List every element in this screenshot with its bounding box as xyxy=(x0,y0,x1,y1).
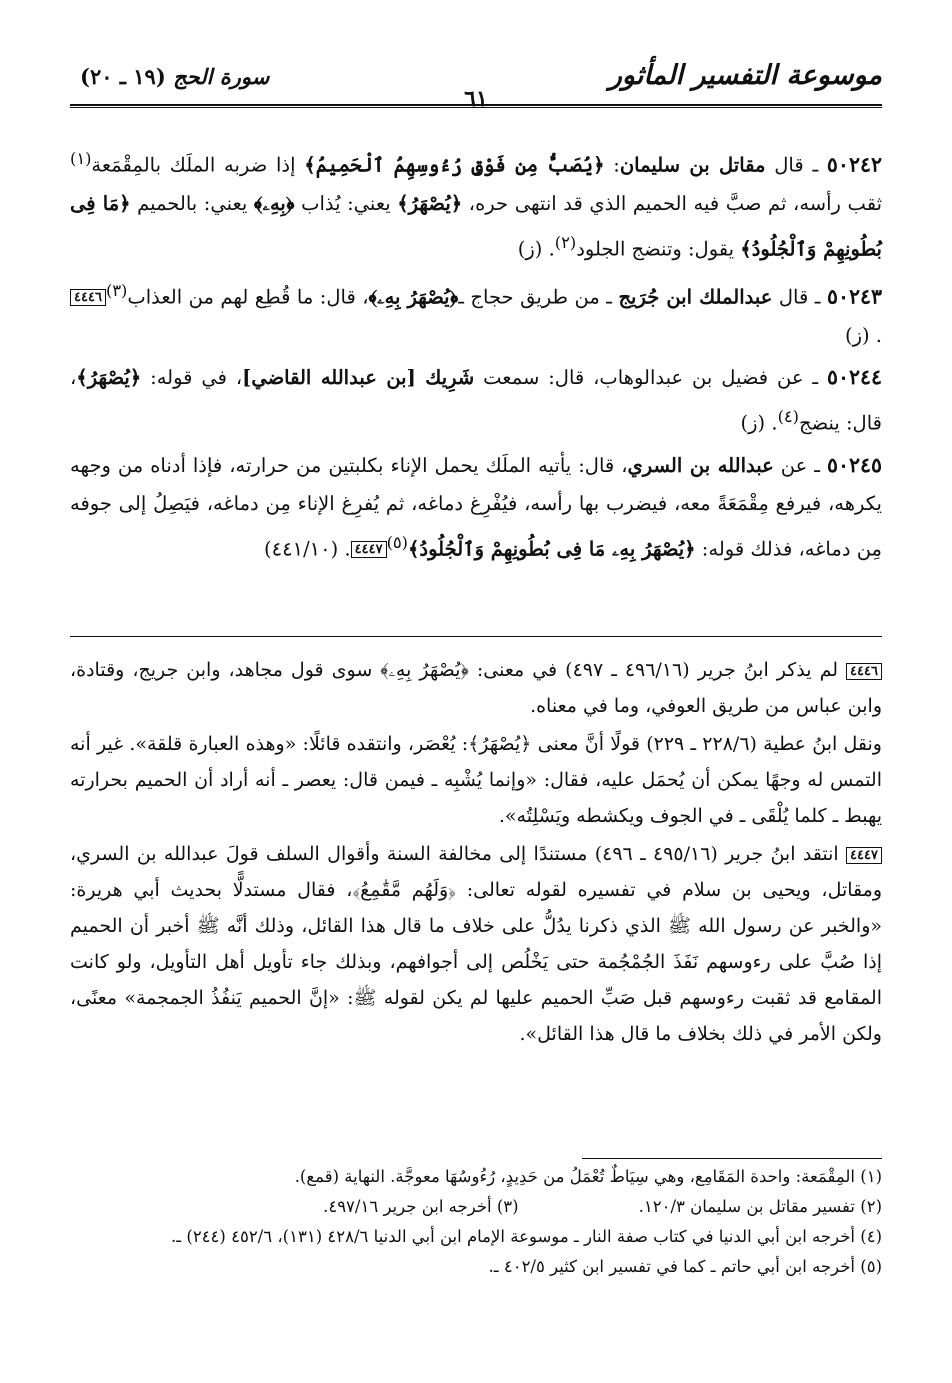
entry-text: ـ عن فضيل بن عبدالوهاب، قال: سمعت xyxy=(474,366,827,389)
note-ref-box[interactable]: ٤٤٤٦ xyxy=(70,289,106,306)
footnote-3: (٣) أخرجه ابن جرير ٤٩٧/١٦. xyxy=(323,1197,519,1216)
quran-quote: ﴿يُصْهَرُ﴾ xyxy=(76,366,142,389)
surah-label xyxy=(80,64,269,89)
page-number: ٦١ xyxy=(464,86,488,112)
narrator-name: مقاتل بن سليمان xyxy=(619,153,766,177)
header-rule xyxy=(70,104,882,106)
note-number-box: ٤٤٤٧ xyxy=(846,847,882,864)
entry-text: ـ قال xyxy=(765,153,827,177)
entry-text: ثقب رأسه، ثم صبَّ فيه الحميم الذي قد انتهى حره، xyxy=(462,192,882,215)
footnote-ref[interactable]: (٥) xyxy=(386,532,408,552)
note-text: انتقد ابنُ جرير (٤٩٥/١٦ ـ ٤٩٦) مستندًا إلى مخالفة السنة وأقوال السلف قولَ عبدالله بن السري، ومقاتل، ويحيى بن سلام في تفسيره لقوله تعالى: ﴿وَلَهُم مَّقَٰمِعُ﴾، فقال مستدلًّا بحديث أبي هريرة: «والخبر عن رسول الله ﷺ الذي ذكرنا يدُلُّ على خلاف ما قال هذا القائل، وذلك أنَّه ﷺ أخبر أن الحميم إذا صُبَّ على رءوسهم نَفَذَ الجُمْجُمة حتى يَخْلُص إلى أجوافهم، وبذلك جاء تأويل أهل التأويل، ولو كانت المقامع قد ثقبت رءوسهم قبل صَبِّ الحميم عليها لم يكن لقوله ﷺ: «إنَّ الحميم يَنفُذُ الجمجمة» معنًى، ولكن الأمر في ذلك بخلاف ما قال هذا القائل». xyxy=(70,843,882,1045)
footnotes xyxy=(70,1162,882,1282)
quran-quote: ﴿يُصَبُّ مِن فَوْقِ رُءُوسِهِمُ ٱلْحَمِيمُ﴾ xyxy=(304,153,605,177)
notes-separator xyxy=(70,636,882,637)
entry-text: . (ز) xyxy=(740,411,778,434)
entry-text: ، قال: ينضج xyxy=(70,366,882,434)
entry-text: . (٤٤١/١٠) xyxy=(264,537,351,560)
narrator-name: شَرِيك [بن عبدالله القاضي] xyxy=(242,366,475,389)
editor-notes xyxy=(70,652,882,1054)
entry-text: ، قال: يأتيه الملَك يحمل الإناء بكلبتين من حرارته، فإذا أدناه من وجهه يكرهه، فيرفع مِقْمَعَةً معه، فيضرب بها رأسه، فيُفْرِغ دماغه، ثم يُفرِغ الإناء مِن دماغه، فيَصِلُ إلى جوفه مِن دماغه، فذلك قوله: xyxy=(70,453,882,560)
narrator-name: عبدالملك ابن جُرَيج xyxy=(618,285,773,308)
note-4446 xyxy=(70,652,882,724)
entry-number: ٥٠٢٤٤ xyxy=(826,365,883,389)
entry-text: : xyxy=(604,153,620,177)
entry-text: يقول: وتنضج الجلود xyxy=(576,237,741,260)
footnote-1: (١) المِقْمَعة: واحدة المَقَامِع، وهي سِيَاطٌ تُعْمَلُ من حَدِيدٍ، رُءُوسُهَا معوجَّة. النهاية (قمع). xyxy=(294,1167,882,1186)
entry-number: ٥٠٢٤٣ xyxy=(826,284,882,308)
entry-text: . (ز) xyxy=(844,323,882,347)
footnote-separator xyxy=(582,1158,882,1159)
footnote-ref[interactable]: (٤) xyxy=(777,406,799,426)
note-number-box: ٤٤٤٦ xyxy=(846,663,882,680)
quran-quote: ﴿يُصْهَرُ﴾ xyxy=(397,192,463,215)
surah-name: سورة الحج xyxy=(173,64,270,89)
entry-text: ، قال: ما قُطِع لهم من العذاب xyxy=(127,285,369,308)
narrator-name: عبدالله بن السري xyxy=(627,453,774,477)
note-text: لم يذكر ابنُ جرير (٤٩٦/١٦ ـ ٤٩٧) في معنى: ﴿يُصْهَرُ بِهِۦ﴾ سوى قول مجاهد، وابن جريج، وقتادة، وابن عباس من طريق العوفي، وما في معناه. xyxy=(70,659,882,717)
footnote-ref[interactable]: (٣) xyxy=(105,280,128,300)
footnote-row xyxy=(70,1192,882,1222)
quran-quote: ﴿يُصْهَرُ بِهِۦ﴾ xyxy=(368,285,459,308)
footnote-4: (٤) أخرجه ابن أبي الدنيا في كتاب صفة النار ـ موسوعة الإمام ابن أبي الدنيا ٤٢٨/٦ (١٣١)، ٤٥٢/٦ (٢٤٤) ـ. xyxy=(171,1227,882,1246)
entry-text: ـ من طريق حجاج ـ xyxy=(458,285,619,308)
entry-50242 xyxy=(70,140,882,269)
footnote-2: (٢) تفسير مقاتل بن سليمان ١٢٠/٣. xyxy=(638,1197,882,1216)
entry-50244 xyxy=(70,358,882,443)
entry-text: ، في قوله: xyxy=(141,366,243,389)
footnote-5: (٥) أخرجه ابن أبي حاتم ـ كما في تفسير ابن كثير ٤٠٢/٥ ـ. xyxy=(488,1257,882,1276)
note-ref-box[interactable]: ٤٤٤٧ xyxy=(351,541,387,558)
quran-quote: ﴿يُصْهَرُ بِهِۦ مَا فِى بُطُونِهِمْ وَٱلْجُلُودُ﴾ xyxy=(407,537,696,560)
quran-quote: ﴿مَا فِى بُطُونِهِمْ وَٱلْجُلُودُ﴾ xyxy=(70,192,882,260)
footnote-ref[interactable]: (٢) xyxy=(554,232,577,252)
verse-range: (١٩ ـ ٢٠) xyxy=(80,64,166,89)
page-header xyxy=(70,60,882,112)
entry-text: إذا ضربه الملَك بالمِقْمَعة xyxy=(91,153,305,177)
quran-quote: ﴿بِهِۦ﴾ xyxy=(253,192,295,215)
entry-text: ـ عن xyxy=(773,453,827,477)
book-title: موسوعة التفسير المأثور xyxy=(608,60,882,91)
footnote-ref[interactable]: (١) xyxy=(70,149,92,168)
entry-text: يعني: بالحميم xyxy=(130,192,254,215)
main-text xyxy=(70,140,882,572)
entry-text: ـ قال xyxy=(772,285,827,308)
entry-50245 xyxy=(70,446,882,569)
note-4447 xyxy=(70,836,882,1052)
entry-50243 xyxy=(70,272,882,356)
entry-number: ٥٠٢٤٥ xyxy=(826,452,882,477)
note-4446-continued: ونقل ابنُ عطية (٢٢٨/٦ ـ ٢٢٩) قولًا أنَّ معنى ﴿يُصْهَرُ﴾: يُعْصَر، وانتقده قائلًا: «وهذه العبارة قلقة». غير أنه التمس له وجهًا يمكن أن يُحمَل عليه، فقال: «وإنما يُشْبِه ـ فيمن قال: يعصر ـ أنه أراد أن الحميم بحرارته يهبط ـ كلما يُلْقَى ـ في الجوف ويكشطه ويَسْلِتُه». xyxy=(70,733,882,827)
entry-text: . (ز) xyxy=(517,237,555,260)
entry-text: يعني: يُذاب xyxy=(294,192,398,215)
entry-number: ٥٠٢٤٢ xyxy=(826,152,882,177)
header-rule-thin xyxy=(70,107,882,108)
